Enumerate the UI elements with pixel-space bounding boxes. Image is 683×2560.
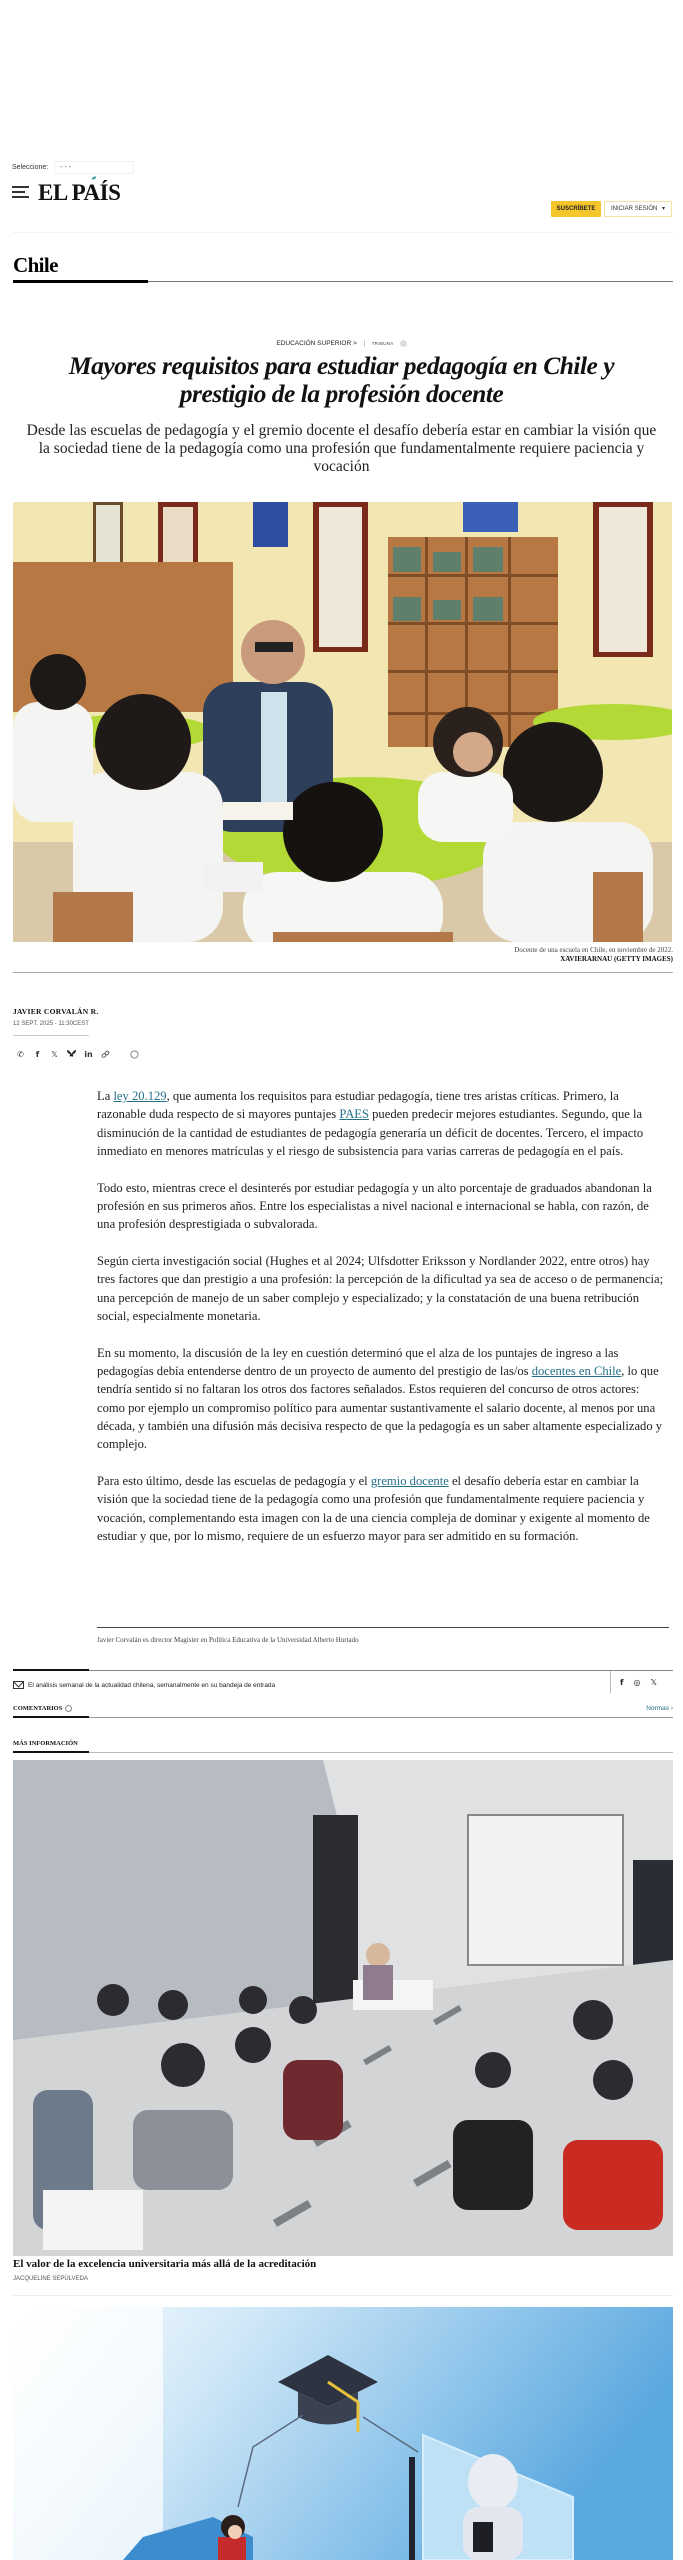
paragraph-text: pueden predecir mejores estudiantes. Segundo, que la disminución de la cantidad de estudiantes de pedagogía generaría un déficit de docentes. Tercero, el impacto inmediato en menores matrículas y el riesgo de subsistencia para varias carreras de pedagogía en el país. <box>97 1107 644 1158</box>
related-divider <box>13 2295 673 2296</box>
facebook-icon[interactable]: f <box>620 1678 624 1687</box>
el-pais-logo[interactable]: EL PAÍS <box>38 180 121 205</box>
article-paragraph <box>97 1087 669 1160</box>
kicker-type: TRIBUNA <box>371 341 394 346</box>
linkedin-icon[interactable]: in <box>84 1049 93 1059</box>
header-divider <box>13 232 673 233</box>
article-kicker <box>0 340 683 347</box>
section-divider-accent <box>13 280 148 283</box>
info-icon[interactable] <box>400 340 407 347</box>
region-select[interactable]: - - - <box>54 161 134 174</box>
article-body <box>97 1087 669 1564</box>
envelope-icon <box>13 1681 24 1689</box>
byline-divider <box>13 1035 89 1036</box>
more-info-divider-accent <box>13 1751 89 1753</box>
region-selector[interactable] <box>12 160 134 174</box>
photo-credit: XAVIERARNAU (GETTY IMAGES) <box>560 955 673 963</box>
normas-link[interactable]: Normas › <box>646 1705 673 1712</box>
login-button[interactable] <box>604 201 672 217</box>
bluesky-icon[interactable] <box>64 1048 79 1060</box>
section-title[interactable]: Chile <box>13 253 58 277</box>
article-subheadline: Desde las escuelas de pedagogía y el gremio docente el desafío debería estar en cambiar la visión que la sociedad tiene de la pedagogía como una profesión que fundamentalmente requiere paciencia y vocación <box>26 422 657 475</box>
newsletter-promo[interactable] <box>13 1677 673 1693</box>
newsletter-divider <box>13 1670 673 1671</box>
comments-divider-accent <box>13 1716 89 1718</box>
article-paragraph <box>97 1344 669 1454</box>
hamburger-menu-icon[interactable] <box>12 186 29 198</box>
article-paragraph <box>97 1472 669 1545</box>
main-article-photo <box>13 502 672 942</box>
comments-divider <box>13 1717 673 1718</box>
facebook-icon[interactable]: f <box>35 1049 40 1059</box>
whatsapp-icon[interactable]: ✆ <box>17 1049 24 1059</box>
link-ley-20129[interactable]: ley 20.129 <box>113 1089 167 1103</box>
link-gremio-docente[interactable]: gremio docente <box>370 1474 449 1489</box>
related-article-author: JACQUELINE SEPÚLVEDA <box>13 2276 88 2282</box>
x-icon[interactable]: 𝕏 <box>51 1049 58 1059</box>
newsletter-text[interactable]: El análisis semanal de la actualidad chilena, semanalmente en su bandeja de entrada <box>28 1681 276 1689</box>
related-article-photo-2[interactable] <box>13 2307 673 2560</box>
comments-header[interactable] <box>13 1705 72 1712</box>
paragraph-text: La <box>97 1089 114 1103</box>
author-bio: Javier Corvalán es director Magíster en Política Educativa de la Universidad Alberto Hurtado <box>97 1636 359 1644</box>
more-info-divider <box>13 1752 673 1753</box>
link-docentes-en-chile[interactable]: docentes en Chile <box>531 1364 622 1379</box>
newsletter-divider-accent <box>13 1669 89 1671</box>
article-headline: Mayores requisitos para estudiar pedagogía en Chile y prestigio de la profesión docente <box>68 351 615 408</box>
login-label: INICIAR SESIÓN <box>611 206 658 212</box>
classroom-photo-illustration <box>13 502 672 942</box>
paragraph-text: , que aumenta los requisitos para estudiar pedagogía, tiene tres aristas críticas. Primero, la razonable duda respecto de si mayores puntajes <box>97 1089 619 1122</box>
instagram-icon[interactable]: ◎ <box>633 1678 641 1687</box>
chevron-down-icon: ▾ <box>661 206 665 212</box>
article-paragraph: Según cierta investigación social (Hughes et al 2024; Ulfsdotter Eriksson y Nordlander 2022, entre otros) hay tres factores que dan prestigio a una profesión: la percepción de la dificultad ya sea de acceso o de permanencia; una percepción de manejo de un saber complejo y especializado; y la constatación de una buena retribución social, especialmente monetaria. <box>97 1254 664 1323</box>
social-links <box>620 1678 657 1687</box>
education-ai-illustration <box>13 2307 673 2560</box>
link-paes[interactable]: PAES <box>339 1107 369 1122</box>
related-article-photo[interactable] <box>13 1760 673 2256</box>
article-paragraph: Todo esto, mientras crece el desinterés por estudiar pedagogía y un alto porcentaje de graduados abandonan la profesión en sus primeros años. Entre los especialistas a nivel nacional e internacional se habla, con razón, de una profesión desprestigiada o subvalorada. <box>97 1180 652 1232</box>
paragraph-text: Para esto último, desde las escuelas de pedagogía y el <box>97 1474 371 1489</box>
subscribe-button[interactable]: SUSCRÍBETE <box>551 201 601 217</box>
x-icon[interactable]: 𝕏 <box>650 1678 657 1687</box>
kicker-section-link[interactable]: EDUCACIÓN SUPERIOR > <box>276 340 357 347</box>
kicker-separator <box>364 340 365 347</box>
comment-icon[interactable] <box>127 1048 142 1060</box>
region-selector-label: Seleccione: <box>12 163 49 171</box>
paragraph-text: el desafío debería estar en cambiar la visión que la sociedad tiene de la pedagogía como una profesión que fundamentalmente requiere paciencia y vocación, complementando esta imagen con la de una ciencia compleja de dominar y exigente al momento de estudiar y que, por lo mismo, requiere de un esfuerzo mayor para ser admitido en su formación. <box>97 1474 650 1543</box>
more-info-title: MÁS INFORMACIÓN <box>13 1740 78 1747</box>
publish-date: 12 SEPT. 2025 - 11:30CEST <box>13 1021 89 1027</box>
paragraph-text: En su momento, la discusión de la ley en cuestión determinó que el alza de los puntajes de ingreso a las pedagogías debía entenderse dentro de un proyecto de aumento del prestigio de las/os <box>97 1345 619 1379</box>
comment-bubble-icon <box>65 1705 72 1712</box>
link-icon[interactable] <box>98 1048 113 1060</box>
photo-divider <box>13 972 673 973</box>
social-divider <box>610 1671 611 1693</box>
share-bar <box>13 1048 144 1060</box>
bio-divider <box>97 1627 669 1628</box>
lecture-room-photo-illustration <box>13 1760 673 2256</box>
comments-label: COMENTARIOS <box>13 1705 63 1712</box>
photo-caption: Docente de una escuela en Chile, en noviembre de 2022. <box>514 946 673 954</box>
related-article-title[interactable]: El valor de la excelencia universitaria más allá de la acreditación <box>13 2258 317 2270</box>
author-name[interactable]: JAVIER CORVALÁN R. <box>13 1007 99 1016</box>
paragraph-text: , lo que tendría sentido si no faltaran los otros dos factores señalados. Estos requieren del concurso de otros actores: como por ejemplo un compromiso político para aumentar sustantivamente el salario docente, al menos por una década, y también una difusión más decisiva respecto de que la pedagogía es un saber altamente especializado y complejo. <box>97 1364 663 1452</box>
